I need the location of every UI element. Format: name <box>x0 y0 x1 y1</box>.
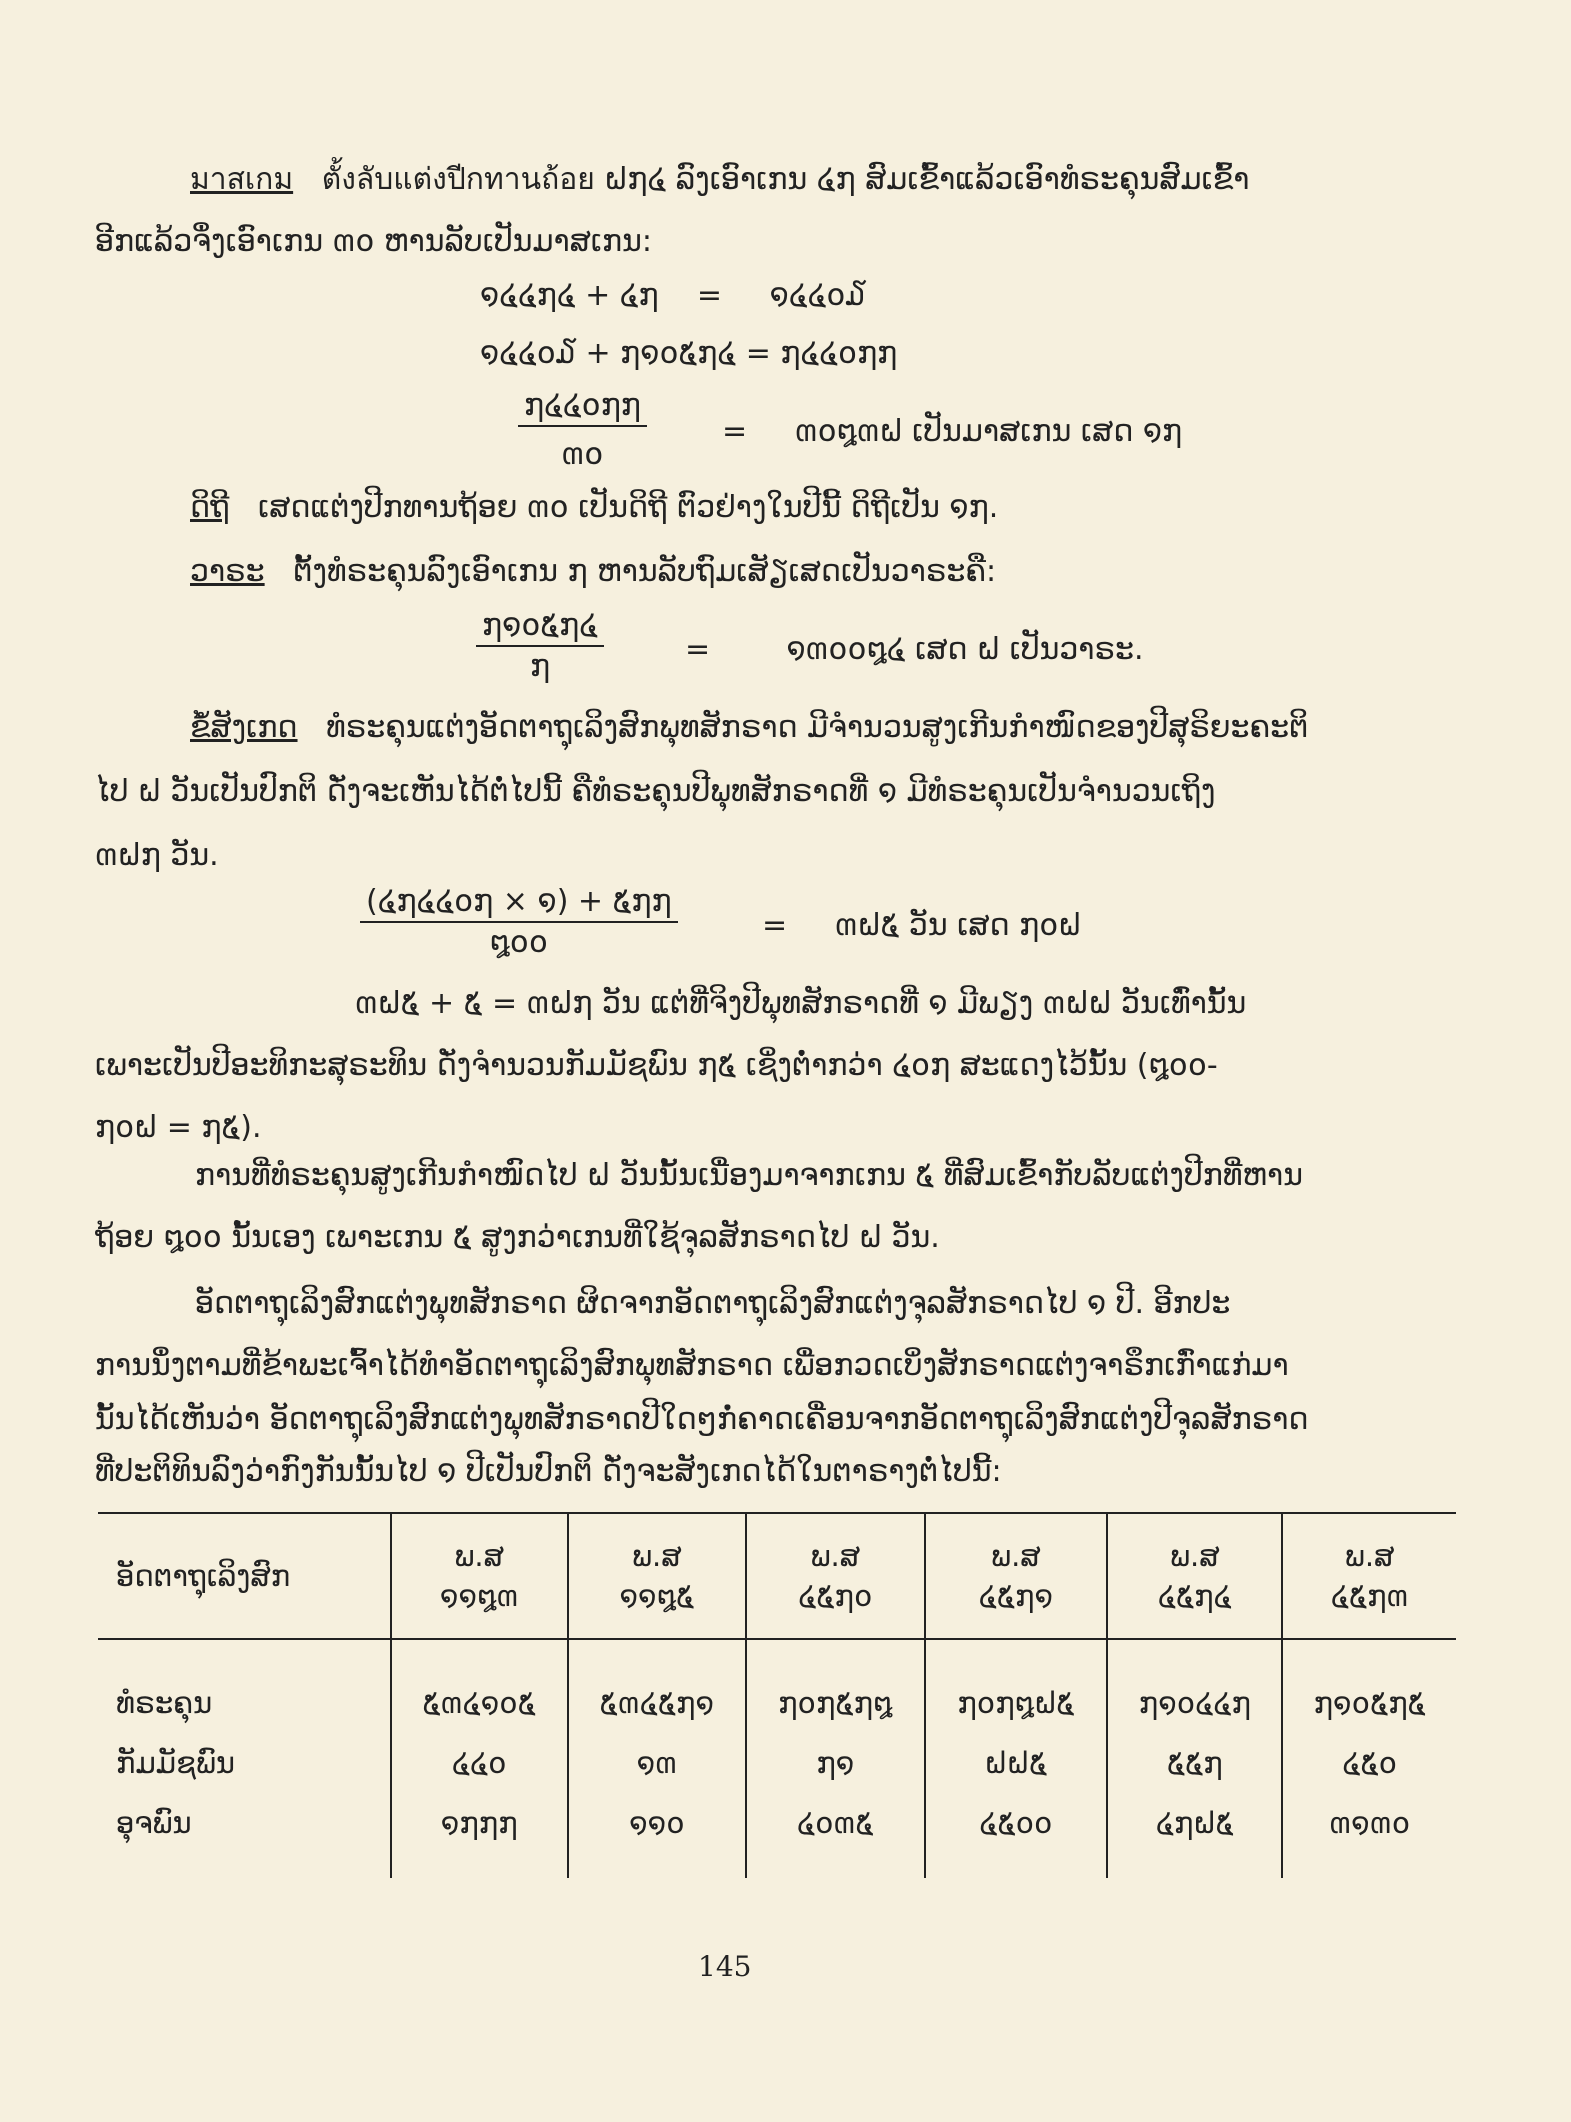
equation-1: ໑໔໔໗໔ + ໔໗ = ໑໔໔໐໓ <box>480 278 866 313</box>
ratio-table <box>98 1514 1456 1878</box>
fraction-4-denominator: ໗ <box>529 649 551 684</box>
column-header: ພ.ສ ໔໕໗໔ <box>1107 1514 1282 1639</box>
table-cell: ໗໑໐໔໔໗ <box>1107 1639 1282 1733</box>
row-label: ກັມມັຊພົນ <box>116 1746 235 1780</box>
term-wara: ວາຣະ <box>190 554 265 589</box>
term-observation: ຂໍ້ສັງເກດ <box>190 710 298 745</box>
table-cell: ໗໑ <box>746 1733 925 1793</box>
fraction-5 <box>360 884 678 960</box>
table-cell: ໕໕໗ <box>1107 1733 1282 1793</box>
para6-line2: ຖ້ອຍ ໘໐໐ ນັ້ນເອງ ເພາະເກນ ໕ ສູງກວ່າເກນທີ່ໃຊ້ຈຸລສັກຣາດໄປ ຝ ວັນ. <box>95 1220 940 1255</box>
fraction-5-numerator: (໔໗໔໔໐໗ × ໑) + ໕໗໗ <box>360 884 678 923</box>
table-cell: ໔໐ຓ໕ <box>746 1793 925 1878</box>
table-cell: ໗໑໐໕໗໕ <box>1282 1639 1456 1733</box>
fraction-3-numerator: ໗໔໔໐໗໗ <box>518 388 647 427</box>
table-cell: ໕ຓ໔໑໐໕ <box>391 1639 568 1733</box>
para4-line2: ໄປ ຝ ວັນເປັນປົກຕິ ດັ່ງຈະເຫັນໄດ້ຕໍ່ໄປນີ້ ຄືທໍຣະຄຸນປີພຸທສັກຣາດທີ່ ໑ ມີທໍຣະຄຸນເປັນຈຳນວນເຖິງ <box>95 774 1216 809</box>
column-header: ພ.ສ ໑໑໘ຓ <box>391 1514 568 1639</box>
equation-4-result: = ໑ຓ໐໐໘໔ ເສດ ຝ ເປັນວາຣະ. <box>685 632 1144 667</box>
term-masakem: มาสเกม <box>190 162 294 197</box>
table-cell: ໕ຓ໔໕໗໑ <box>568 1639 746 1733</box>
term-dithi: ດິຖີ <box>190 490 230 525</box>
para7-line1: ອັດຕາຖຸເລິງສົກແຕ່ງພຸທສັກຣາດ ຜິດຈາກອັດຕາຖຸເລິງສົກແຕ່ງຈຸລສັກຣາດໄປ ໑ ປີ. ອີກປະ <box>195 1286 1231 1321</box>
para6-line1: ການທີ່ທໍຣະຄຸນສູງເກີນກຳໜົດໄປ ຝ ວັນນັ້ນເນື່ອງມາຈາກເກນ ໕ ທີ່ສົມເຂົ້າກັບລັບແຕ່ງປີກທີ່ຫານ <box>195 1158 1303 1193</box>
fraction-5-denominator: ໘໐໐ <box>489 925 548 960</box>
equation-6: ຓຝ໕ + ໕ = ຓຝ໗ ວັນ ແຕ່ທີ່ຈິງປີພຸທສັກຣາດທີ່ ໑ ມີພຽງ ຓຝຝ ວັນເທົ່ານັ້ນ <box>355 986 1247 1021</box>
row-label: ທໍຣະຄຸນ <box>116 1686 213 1720</box>
equation-5-result: = ຓຝ໕ ວັນ ເສດ ໗໐ຝ <box>762 908 1082 943</box>
table-cell: ຝຝ໕ <box>925 1733 1108 1793</box>
column-header: ພ.ສ ໔໕໗ຓ <box>1282 1514 1456 1639</box>
table-row <box>98 1793 1456 1878</box>
table-cell: ໗໐໗໕໗໘ <box>746 1639 925 1733</box>
para7-line3: ນັ້ນໄດ້ເຫັນວ່າ ອັດຕາຖຸເລິງສົກແຕ່ງພຸທສັກຣາດປີໃດໆກໍ່ຄາດເຄື່ອນຈາກອັດຕາຖຸເລິງສົກແຕ່ງປີຈຸລສັກຣາດ <box>95 1402 1309 1437</box>
para5-line1: ເພາະເປັນປີອະທິກະສຸຣະທິນ ດັ່ງຈຳນວນກັມມັຊພົນ ໗໕ ເຊິ່ງຕໍ່າກວ່າ ໔໐໗ ສະແດງໄວ້ນັ້ນ (໘໐໐- <box>95 1048 1218 1083</box>
para4-line3: ຓຝ໗ ວັນ. <box>95 838 219 873</box>
table-cell: ໑ຓ <box>568 1733 746 1793</box>
column-header: ພ.ສ ໔໕໗໐ <box>746 1514 925 1639</box>
table-row <box>98 1733 1456 1793</box>
table-cell: ໗໐໗໘ຝ໕ <box>925 1639 1108 1733</box>
fraction-4-numerator: ໗໑໐໕໗໔ <box>476 608 604 647</box>
fraction-4 <box>476 608 604 684</box>
table-cell: ໔໗ຝ໕ <box>1107 1793 1282 1878</box>
para2: ດິຖີ ເສດແຕ່ງປີກທານຖ້ອຍ ຓ໐ ເປັນດິຖີ ຕົວຢ່າງໃນປີນີ້ ດິຖີເປັນ ໑໗. <box>190 490 999 525</box>
para4-line1: ຂໍ້ສັງເກດ ທໍຣະຄຸນແຕ່ງອັດຕາຖຸເລິງສົກພຸທສັກຣາດ ມີຈຳນວນສູງເກີນກຳໜົດຂອງປີສຸຣິຍະຄະຕິ <box>190 710 1309 745</box>
table-row <box>98 1639 1456 1733</box>
table-cell: ໔໔໐ <box>391 1733 568 1793</box>
para1-line1 <box>190 160 1249 200</box>
table-corner-header: ອັດຕາຖຸເລິງສົກ <box>98 1514 391 1639</box>
para7-line4: ທີ່ປະຕິທິນລົງວ່າກົງກັນນັ້ນໄປ ໑ ປີເປັນປົກຕິ ດັ່ງຈະສັງເກດໄດ້ໃນຕາຣາງຕໍ່ໄປນີ້: <box>95 1454 1002 1489</box>
para5-line2: ໗໐ຝ = ໗໕). <box>95 1110 262 1145</box>
column-header: ພ.ສ ໑໑໘໕ <box>568 1514 746 1639</box>
column-header: ພ.ສ ໔໕໗໑ <box>925 1514 1108 1639</box>
equation-2: ໑໔໔໐໓ + ໗໑໐໕໗໔ = ໗໔໔໐໗໗ <box>480 336 898 371</box>
table-header-row <box>98 1514 1456 1639</box>
table-cell: ໔໕໐໐ <box>925 1793 1108 1878</box>
table-cell: ໑໑໐ <box>568 1793 746 1878</box>
table-cell: ໔໕໐ <box>1282 1733 1456 1793</box>
para3: ວາຣະ ຕັ້ງທໍຣະຄຸນລົງເອົາເກນ ໗ ຫານລັບຖົມເສັຽເສດເປັນວາຣະຄື: <box>190 554 997 589</box>
equation-3-result: = ຓ໐໘ຓຝ ເປັນມາສເກນ ເສດ ໑໗ <box>722 414 1183 449</box>
table-cell: ຓ໑ຓ໐ <box>1282 1793 1456 1878</box>
para1-line2: ອີກແລ້ວຈຶ່ງເອົາເກນ ຓ໐ ຫານລັບເປັນມາສເກນ: <box>95 224 653 259</box>
row-label: ອຸຈພົນ <box>116 1806 192 1840</box>
table-cell: ໑໗໗໗ <box>391 1793 568 1878</box>
fraction-3-denominator: ຓ໐ <box>561 437 604 472</box>
fraction-3 <box>518 388 647 478</box>
para1-text1: ตั้งลับแต่งปีกทานถ้อย ຝ໗໔ ລົງເອົາເກນ ໔໗ ສົມເຂົ້າແລ້ວເອົາທໍຣະຄຸນສົມເຂົ້າ <box>321 162 1250 197</box>
page-number: 145 <box>698 1950 752 1983</box>
para7-line2: ການນຶ່ງຕາມທີ່ຂ້າພະເຈົ້າໄດ້ທຳອັດຕາຖຸເລິງສົກພຸທສັກຣາດ ເພື່ອກວດເບິ່ງສັກຣາດແຕ່ງຈາຣຶກເກົ່າແກ່ມາ <box>95 1348 1289 1383</box>
